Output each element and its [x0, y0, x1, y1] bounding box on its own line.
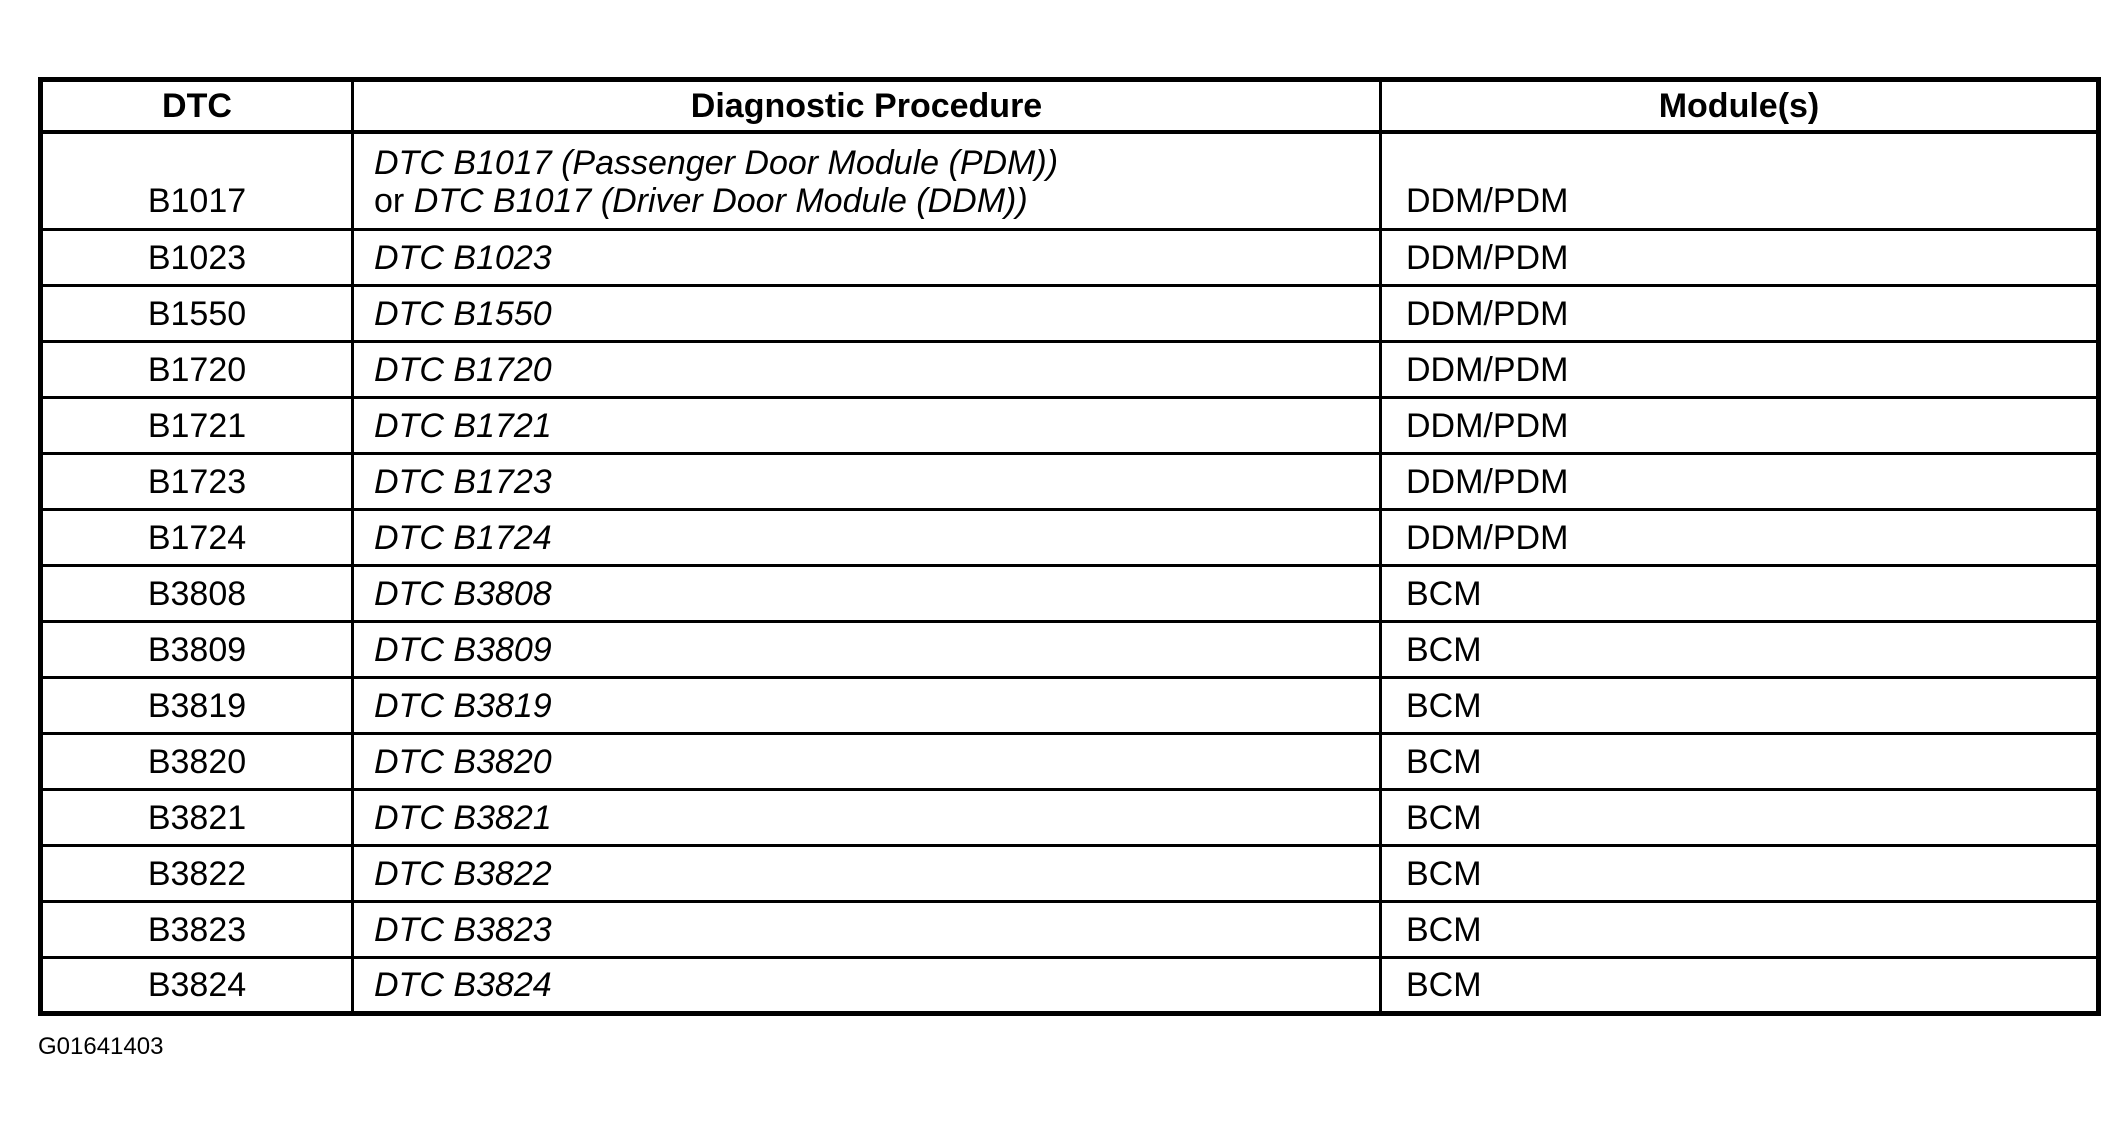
dtc-code: B1724 [41, 510, 353, 566]
module-cell: BCM [1381, 566, 2099, 622]
figure-id: G01641403 [38, 1033, 164, 1060]
procedure-or: or [374, 182, 405, 220]
module-cell: DDM/PDM [1381, 342, 2099, 398]
module-cell: DDM/PDM [1381, 454, 2099, 510]
module-cell: BCM [1381, 790, 2099, 846]
table-row [41, 342, 2099, 398]
module-cell: BCM [1381, 846, 2099, 902]
module-cell: BCM [1381, 734, 2099, 790]
table-row [41, 132, 2099, 230]
dtc-code: B3822 [41, 846, 353, 902]
dtc-code: B3809 [41, 622, 353, 678]
module-cell: BCM [1381, 678, 2099, 734]
table-row [41, 846, 2099, 902]
table-row [41, 566, 2099, 622]
header-diagnostic-procedure: Diagnostic Procedure [353, 80, 1381, 132]
dtc-code: B3821 [41, 790, 353, 846]
diagnostic-procedure-cell [353, 132, 1381, 230]
diagnostic-procedure-link[interactable]: DTC B1724 [353, 510, 1381, 566]
dtc-table [38, 77, 2101, 1016]
dtc-code: B1723 [41, 454, 353, 510]
table-row [41, 734, 2099, 790]
diagnostic-procedure-link[interactable]: DTC B3809 [353, 622, 1381, 678]
module-cell: BCM [1381, 622, 2099, 678]
dtc-code: B1550 [41, 286, 353, 342]
table-row [41, 622, 2099, 678]
dtc-code: B3824 [41, 958, 353, 1014]
dtc-code: B1721 [41, 398, 353, 454]
table-row [41, 454, 2099, 510]
procedure-line-2 [374, 182, 1379, 220]
module-cell: DDM/PDM [1381, 132, 2099, 230]
module-cell: BCM [1381, 902, 2099, 958]
dtc-code: B3819 [41, 678, 353, 734]
dtc-code: B1720 [41, 342, 353, 398]
diagnostic-procedure-link[interactable]: DTC B3823 [353, 902, 1381, 958]
procedure-link-ddm[interactable]: DTC B1017 (Driver Door Module (DDM)) [413, 182, 1028, 220]
diagnostic-procedure-link[interactable]: DTC B3819 [353, 678, 1381, 734]
diagnostic-procedure-link[interactable]: DTC B3821 [353, 790, 1381, 846]
table-body [41, 132, 2099, 1014]
table-row [41, 958, 2099, 1014]
diagnostic-procedure-link[interactable]: DTC B3822 [353, 846, 1381, 902]
header-row [41, 80, 2099, 132]
diagnostic-procedure-link[interactable]: DTC B1023 [353, 230, 1381, 286]
dtc-code: B3808 [41, 566, 353, 622]
table-row [41, 790, 2099, 846]
header-modules: Module(s) [1381, 80, 2099, 132]
procedure-link-pdm[interactable]: DTC B1017 (Passenger Door Module (PDM)) [374, 144, 1059, 182]
diagnostic-procedure-link[interactable]: DTC B3824 [353, 958, 1381, 1014]
diagnostic-procedure-link[interactable]: DTC B1550 [353, 286, 1381, 342]
diagnostic-procedure-link[interactable]: DTC B1723 [353, 454, 1381, 510]
table-row [41, 230, 2099, 286]
diagnostic-procedure-link[interactable]: DTC B3808 [353, 566, 1381, 622]
module-cell: BCM [1381, 958, 2099, 1014]
module-cell: DDM/PDM [1381, 398, 2099, 454]
dtc-code: B1023 [41, 230, 353, 286]
dtc-code: B3820 [41, 734, 353, 790]
diagnostic-procedure-link[interactable]: DTC B1721 [353, 398, 1381, 454]
module-cell: DDM/PDM [1381, 510, 2099, 566]
table-row [41, 398, 2099, 454]
table-row [41, 286, 2099, 342]
diagnostic-procedure-link[interactable]: DTC B3820 [353, 734, 1381, 790]
header-dtc: DTC [41, 80, 353, 132]
diagnostic-procedure-link[interactable]: DTC B1720 [353, 342, 1381, 398]
module-cell: DDM/PDM [1381, 230, 2099, 286]
module-cell: DDM/PDM [1381, 286, 2099, 342]
table-row [41, 902, 2099, 958]
table-header [41, 80, 2099, 132]
dtc-code: B1017 [41, 132, 353, 230]
dtc-code: B3823 [41, 902, 353, 958]
table-row [41, 510, 2099, 566]
table-row [41, 678, 2099, 734]
